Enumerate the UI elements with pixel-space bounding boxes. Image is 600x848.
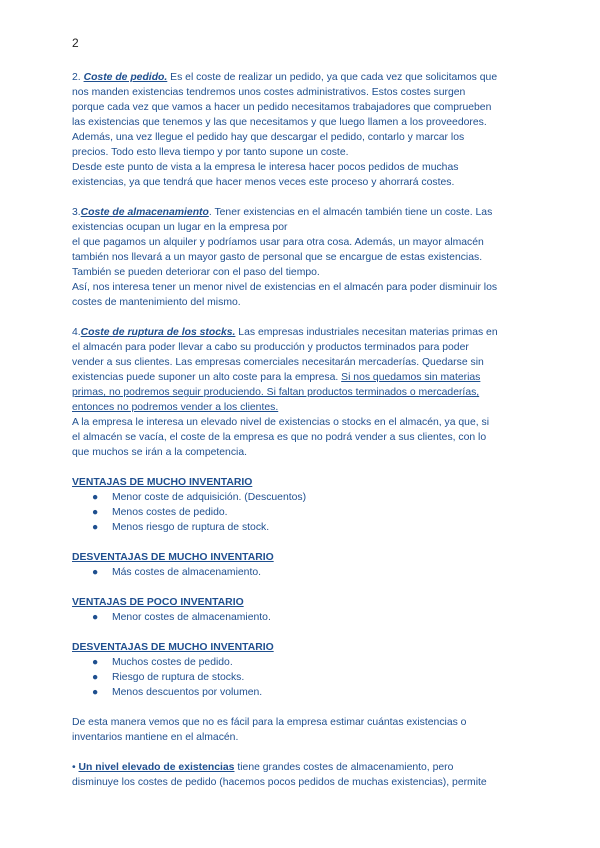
text-line: el almacén se vacía, el coste de la empresa es que no podrá vender a sus clientes, con lo	[72, 432, 487, 443]
heading-ventajas-poco: VENTAJAS DE POCO INVENTARIO	[72, 597, 244, 608]
bullet-icon: ●	[92, 612, 99, 623]
heading-desventajas-mucho-2: DESVENTAJAS DE MUCHO INVENTARIO	[72, 642, 274, 653]
heading-desventajas-mucho: DESVENTAJAS DE MUCHO INVENTARIO	[72, 552, 274, 563]
underlined-text: Si nos quedamos sin materias	[341, 372, 481, 383]
underlined-text: primas, no podremos seguir produciendo. Si faltan productos terminados o mercaderías,	[72, 387, 480, 398]
bullet-icon: ●	[92, 507, 99, 518]
bullet-icon: ●	[92, 492, 99, 503]
list-ventajas-poco	[72, 610, 532, 625]
bullet-icon: •	[72, 762, 79, 773]
text-line: disminuye los costes de pedido (hacemos pocos pedidos de muchas existencias), permite	[72, 777, 487, 788]
bullet-icon: ●	[92, 672, 99, 683]
list-item: ● Menos riesgo de ruptura de stock.	[92, 522, 270, 533]
list-item: ● Menor coste de adquisición. (Descuentos)	[92, 492, 307, 503]
text-line: . Tener existencias en el almacén también tiene un coste. Las	[208, 207, 493, 218]
text-line: costes de mantenimiento del mismo.	[72, 297, 241, 308]
text-line: De esta manera vemos que no es fácil para la empresa estimar cuántas existencias o	[72, 717, 467, 728]
paragraph-coste-ruptura	[72, 325, 532, 460]
list-ventajas-mucho	[72, 490, 532, 535]
text-line: el que pagamos un alquiler y podríamos usar para otra cosa. Además, un mayor almacén	[72, 237, 484, 248]
text-line: también nos llevará a un mayor gasto de personal que se encargue de estas existencias.	[72, 252, 483, 263]
heading-ventajas-mucho: VENTAJAS DE MUCHO INVENTARIO	[72, 477, 253, 488]
text-line: el almacén para poder llevar a cabo su producción y productos terminados para poder	[72, 342, 469, 353]
text-line: precios. Todo esto lleva tiempo y por tanto supone un coste.	[72, 147, 349, 158]
section-prefix: 3.	[72, 207, 81, 218]
list-item: ● Menor costes de almacenamiento.	[92, 612, 271, 623]
term-coste-pedido: Coste de pedido.	[83, 72, 168, 83]
text-line: existencias puede suponer un alto coste para la empresa.	[72, 372, 342, 383]
paragraph-nivel-elevado	[72, 760, 532, 790]
document-body	[72, 70, 532, 790]
text-line: También se pueden deteriorar con el paso del tiempo.	[72, 267, 320, 278]
term-coste-ruptura: Coste de ruptura de los stocks.	[80, 327, 236, 338]
bullet-icon: ●	[92, 657, 99, 668]
text-line: Es el coste de realizar un pedido, ya que cada vez que solicitamos que	[167, 72, 498, 83]
underlined-text: entonces no podremos vender a los clientes.	[72, 402, 279, 413]
list-item: ● Muchos costes de pedido.	[92, 657, 233, 668]
bullet-icon: ●	[92, 567, 99, 578]
section-prefix: 4.	[72, 327, 81, 338]
bullet-icon: ●	[92, 522, 99, 533]
text-line: que muchos se irán a la competencia.	[72, 447, 248, 458]
list-desventajas-mucho-2	[72, 655, 532, 700]
paragraph-conclusion	[72, 715, 532, 745]
list-item: ● Menos costes de pedido.	[92, 507, 228, 518]
section-prefix: 2.	[72, 72, 84, 83]
text-line: existencias, ya que tendrá que hacer menos veces este proceso y ahorrará costes.	[72, 177, 455, 188]
text-line: existencias ocupan un lugar en la empresa por	[72, 222, 288, 233]
paragraph-coste-almacenamiento	[72, 205, 532, 310]
text-line: Además, una vez llegue el pedido hay que descargar el pedido, contarlo y marcar los	[72, 132, 465, 143]
bullet-icon: ●	[92, 687, 99, 698]
list-item: ● Riesgo de ruptura de stocks.	[92, 672, 245, 683]
list-item: ● Menos descuentos por volumen.	[92, 687, 263, 698]
text-line: Las empresas industriales necesitan materias primas en	[235, 327, 498, 338]
text-line: porque cada vez que vamos a hacer un pedido necesitamos trabajadores que comprueben	[72, 102, 492, 113]
paragraph-coste-pedido	[72, 70, 532, 190]
text-line: Desde este punto de vista a la empresa le interesa hacer pocos pedidos de muchas	[72, 162, 459, 173]
text-line: A la empresa le interesa un elevado nivel de existencias o stocks en el almacén, ya que, si	[72, 417, 490, 428]
text-line: Así, nos interesa tener un menor nivel de existencias en el almacén para poder disminuir los	[72, 282, 498, 293]
page-number: 2	[72, 36, 79, 50]
term-nivel-elevado: Un nivel elevado de existencias	[78, 762, 235, 773]
list-desventajas-mucho	[72, 565, 532, 580]
list-item: ● Más costes de almacenamiento.	[92, 567, 262, 578]
text-line: tiene grandes costes de almacenamiento, pero	[234, 762, 454, 773]
text-line: nos manden existencias tendremos unos costes administrativos. Estos costes surgen	[72, 87, 466, 98]
text-line: vender a sus clientes. Las empresas comerciales necesitarán mercaderías. Quedarse sin	[72, 357, 484, 368]
text-line: inventarios mantiene en el almacén.	[72, 732, 239, 743]
text-line: las existencias que tenemos y las que necesitamos y que luego llamen a los proveedores.	[72, 117, 487, 128]
term-coste-almacenamiento: Coste de almacenamiento	[80, 207, 209, 218]
